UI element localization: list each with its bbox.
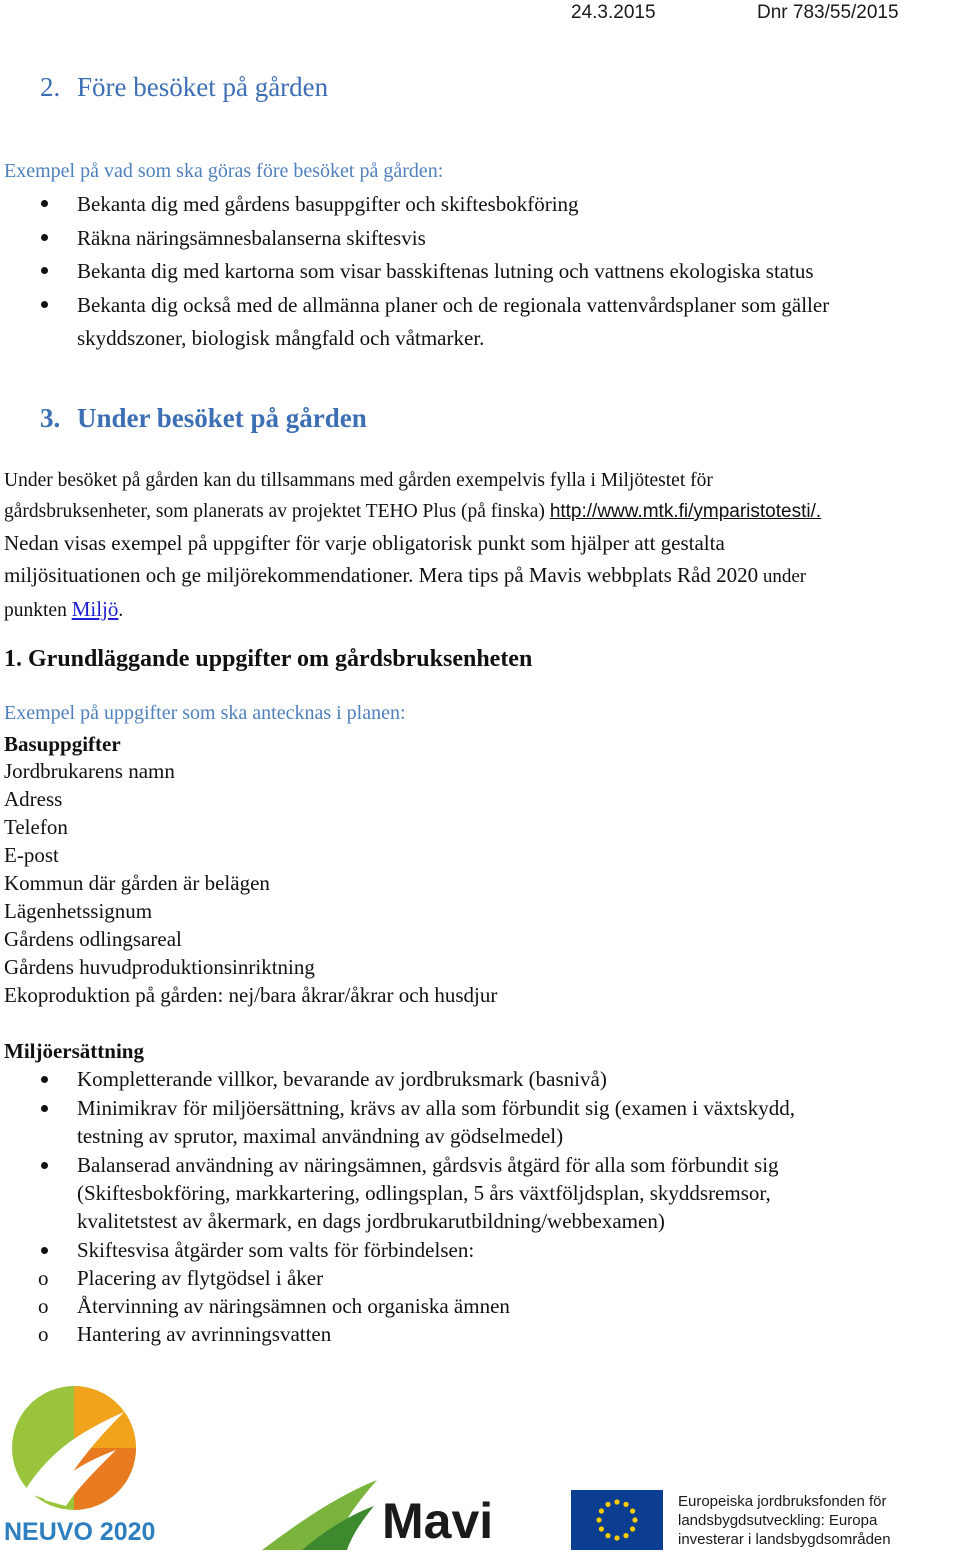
section3-paragraph-line	[4, 501, 821, 523]
section1-subtitle: Exempel på uppgifter som ska antecknas i planen:	[4, 702, 406, 724]
basic-item: Adress	[4, 787, 63, 811]
list-item: Bekanta dig också med de allmänna planer och de regionala vattenvårdsplaner som gäller	[77, 293, 830, 317]
circle-bullet-icon: o	[38, 1266, 49, 1290]
mavi-logo-icon	[262, 1478, 382, 1553]
paragraph-text: miljösituationen och ge miljörekommendationer. Mera tips på Mavis webbplats Råd 2020	[4, 563, 759, 587]
eu-fund-text	[678, 1492, 891, 1549]
eu-stars-icon	[571, 1490, 663, 1550]
neuvo-logo-icon	[4, 1382, 154, 1512]
basic-item: Gårdens huvudproduktionsinriktning	[4, 955, 315, 979]
bullet-icon	[41, 267, 48, 274]
circle-bullet-icon: o	[38, 1294, 49, 1318]
sub-list-item: Hantering av avrinningsvatten	[77, 1322, 332, 1346]
bullet-icon	[41, 200, 48, 207]
list-item: Bekanta dig med kartorna som visar basskiftenas lutning och vattnens ekologiska status	[77, 259, 814, 283]
eu-fund-line: Europeiska jordbruksfonden för	[678, 1493, 887, 1510]
paragraph-text: .	[118, 600, 124, 621]
basic-item: Lägenhetssignum	[4, 899, 153, 923]
bullet-icon	[41, 1247, 48, 1254]
document-date: 24.3.2015	[571, 2, 656, 23]
basic-item: Jordbrukarens namn	[4, 759, 175, 783]
list-item-continuation: (Skiftesbokföring, markkartering, odlingsplan, 5 års växtföljdsplan, skyddsremsor,	[77, 1181, 771, 1205]
list-item-continuation: testning av sprutor, maximal användning av gödselmedel)	[77, 1124, 564, 1148]
miljo-link[interactable]: Miljö	[71, 597, 119, 621]
bullet-icon	[41, 234, 48, 241]
basic-item: Ekoproduktion på gården: nej/bara åkrar/åkrar och husdjur	[4, 983, 498, 1007]
bullet-icon	[41, 1105, 48, 1112]
list-item: Bekanta dig med gårdens basuppgifter och skiftesbokföring	[77, 192, 579, 216]
section2-title: Före besöket på gården	[77, 72, 329, 102]
neuvo-logo-text: NEUVO 2020	[4, 1518, 156, 1546]
basic-item: Telefon	[4, 815, 68, 839]
bullet-icon	[41, 301, 48, 308]
env-heading: Miljöersättning	[4, 1039, 144, 1063]
sub-list-item: Återvinning av näringsämnen och organiska ämnen	[77, 1294, 510, 1318]
circle-bullet-icon: o	[38, 1322, 49, 1346]
bullet-icon	[41, 1076, 48, 1083]
eu-fund-line: investerar i landsbygdsområden	[678, 1531, 891, 1548]
basic-heading: Basuppgifter	[4, 732, 121, 756]
miljotest-link[interactable]: http://www.mtk.fi/ymparistotesti/.	[549, 501, 822, 522]
neuvo-logo	[4, 1382, 154, 1550]
list-item-continuation: skyddszoner, biologisk mångfald och våtmarker.	[77, 326, 485, 350]
mavi-logo-text: Mavi	[382, 1493, 494, 1549]
list-item: Kompletterande villkor, bevarande av jordbruksmark (basnivå)	[77, 1067, 607, 1091]
list-item: Skiftesvisa åtgärder som valts för förbindelsen:	[77, 1238, 475, 1262]
bullet-icon	[41, 1162, 48, 1169]
sub-list-item: Placering av flytgödsel i åker	[77, 1266, 324, 1290]
document-dnr: Dnr 783/55/2015	[757, 2, 899, 23]
section3-paragraph-line: Under besöket på gården kan du tillsammans med gården exempelvis fylla i Miljötestet för	[4, 470, 713, 491]
basic-item: E-post	[4, 843, 59, 867]
section3-paragraph-line	[4, 563, 806, 588]
basic-item: Kommun där gården är belägen	[4, 871, 270, 895]
section3-paragraph-line: Nedan visas exempel på uppgifter för varje obligatorisk punkt som hjälper att gestalta	[4, 531, 725, 555]
paragraph-text: punkten	[4, 600, 72, 621]
list-item: Minimikrav för miljöersättning, krävs av alla som förbundit sig (examen i växtskydd,	[77, 1096, 795, 1120]
list-item: Balanserad användning av näringsämnen, gårdsvis åtgärd för alla som förbundit sig	[77, 1153, 779, 1177]
eu-fund-line: landsbygdsutveckling: Europa	[678, 1512, 878, 1529]
section1-title: 1. Grundläggande uppgifter om gårdsbruksenheten	[4, 646, 533, 672]
section3-number: 3.	[40, 403, 61, 433]
list-item-continuation: kvalitetstest av åkermark, en dags jordbrukarutbildning/webbexamen)	[77, 1209, 665, 1233]
paragraph-text: gårdsbruksenheter, som planerats av projektet TEHO Plus (på finska)	[4, 501, 550, 522]
paragraph-text: under	[758, 566, 807, 587]
basic-item: Gårdens odlingsareal	[4, 927, 182, 951]
section3-paragraph-line	[4, 597, 123, 622]
mavi-logo	[262, 1478, 497, 1553]
section2-subtitle: Exempel på vad som ska göras före besöket på gården:	[4, 160, 444, 182]
section2-number: 2.	[40, 72, 61, 102]
section3-title: Under besöket på gården	[77, 403, 367, 433]
list-item: Räkna näringsämnesbalanserna skiftesvis	[77, 226, 426, 250]
eu-flag	[571, 1490, 663, 1550]
